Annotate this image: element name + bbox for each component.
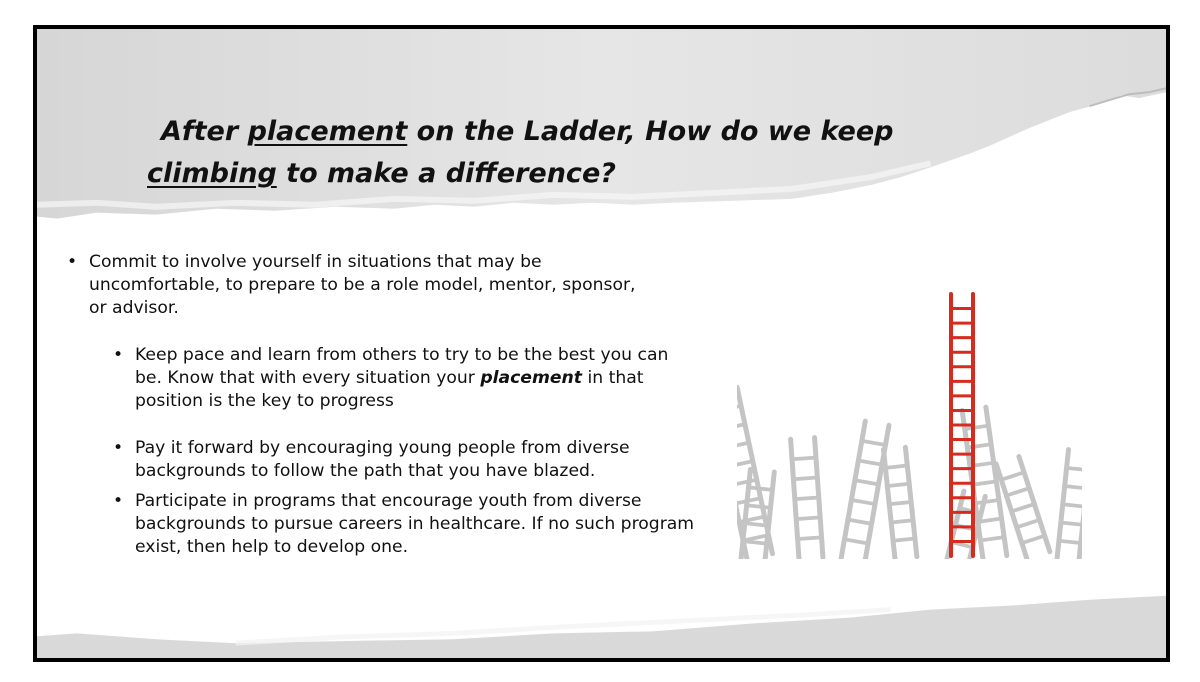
bullet-emphasis-placement: placement	[480, 368, 582, 388]
ladder-grey-8	[1057, 450, 1082, 559]
title-underlined-placement: placement	[247, 116, 408, 147]
bullet-item-commit	[67, 251, 649, 320]
bullet-item-participate	[113, 490, 695, 559]
slide	[33, 25, 1170, 662]
bullet-text: Pay it forward by encouraging young people from diverse backgrounds to follow the path that you have blazed.	[135, 438, 630, 481]
title-part-2: on the Ladder, How do we keep	[407, 116, 894, 147]
bullet-list	[67, 251, 695, 559]
bullet-text: Participate in programs that encourage youth from diverse backgrounds to pursue careers in healthcare. If no such program exist, then help to develop one.	[135, 491, 695, 557]
title-part-1: After	[161, 116, 248, 147]
bullet-symbol: •	[113, 491, 124, 511]
bullet-item-pay-it-forward	[113, 437, 695, 483]
bullet-item-keep-pace	[113, 344, 695, 413]
title-part-3: to make a difference?	[276, 158, 616, 189]
bullet-symbol: •	[113, 345, 124, 365]
bullet-text: Keep pace and learn from others to try to be the best you can be. Know that with every situation your	[135, 345, 669, 388]
bullet-text-after: in that position is the key to progress	[135, 368, 644, 411]
bullet-text: Commit to involve yourself in situations that may be uncomfortable, to prepare to be a role model, mentor, sponsor, or advisor.	[89, 252, 636, 318]
ladder-grey-5	[884, 447, 917, 559]
bullet-symbol: •	[113, 438, 124, 458]
ladder-red	[951, 294, 973, 556]
slide-title	[147, 111, 1047, 195]
bullet-symbol: •	[67, 252, 78, 272]
ladder-grey-4	[841, 421, 889, 559]
ladder-grey-3	[791, 438, 823, 559]
ladders-illustration	[737, 284, 1082, 559]
title-underlined-climbing: climbing	[147, 158, 277, 189]
